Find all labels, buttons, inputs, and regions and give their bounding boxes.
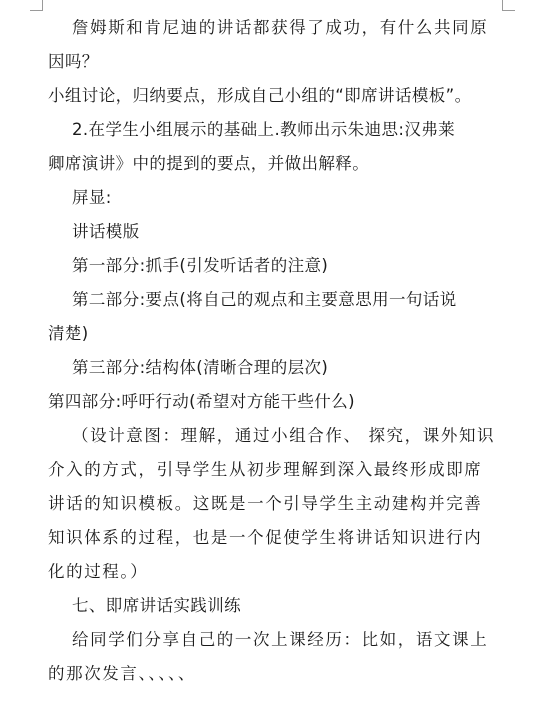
design-intent-line-4: 知识体系的过程，也是一个促使学生将讲话知识进行内 [48,528,483,547]
page-corner-mark-right [502,0,515,11]
design-intent-line-2: 介入的方式，引导学生从初步理解到深入最终形成即席 [48,460,483,479]
template-part-3: 第三部分:结构体(清晰合理的层次) [72,358,329,377]
design-intent-line-1: （设计意图：理解，通过小组合作、 探究，课外知识 [72,426,496,445]
design-intent-line-5: 化的过程。） [48,562,149,581]
practice-line-1: 给同学们分享自己的一次上课经历：比如，语文课上 [72,630,489,649]
speech-template-heading: 讲话模版 [72,222,140,241]
template-part-1: 第一部分:抓手(引发听话者的注意) [72,256,329,275]
screen-display-label: 屏显: [72,188,112,207]
template-part-4: 第四部分:呼吁行动(希望对方能干些什么) [48,392,355,411]
paragraph-line-2: 因吗？ [48,52,99,71]
paragraph-line-5: 卿席演讲》中的提到的要点，并做出解释。 [48,154,370,173]
template-part-2-continued: 清楚) [48,324,89,343]
paragraph-line-4: 2.在学生小组展示的基础上.教师出示朱迪思:汉弗莱 [72,120,456,139]
design-intent-line-3: 讲话的知识模板。这既是一个引导学生主动建构并完善 [48,494,483,513]
section-seven-heading: 七、即席讲话实践训练 [72,596,241,615]
practice-line-2: 的那次发言、、、、、 [48,664,196,683]
page-corner-mark-left [30,0,43,11]
paragraph-line-1: 詹姆斯和肯尼迪的讲话都获得了成功，有什么共同原 [72,18,489,37]
template-part-2: 第二部分:要点(将自己的观点和主要意思用一句话说 [72,290,457,309]
paragraph-line-3: 小组讨论，归纳要点，形成自己小组的“即席讲话模板”。 [48,86,472,105]
